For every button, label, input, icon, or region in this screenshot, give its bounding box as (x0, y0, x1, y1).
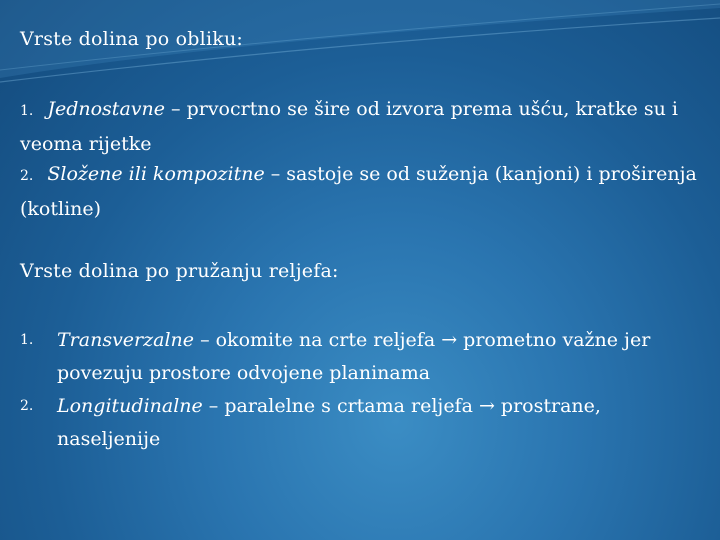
item-text-continued: prostrane, naseljenije (57, 395, 601, 450)
item-number: 1. (20, 332, 34, 348)
list-item-transversal (20, 324, 700, 390)
list-item-longitudinal (20, 390, 700, 456)
item-term: Transverzalne (57, 329, 195, 351)
item-term: Složene ili kompozitne (47, 163, 265, 185)
item-term: Longitudinalne (57, 395, 203, 417)
item-number: 2. (20, 168, 34, 184)
arrow-right-icon: → (441, 329, 458, 351)
heading-by-relief: Vrste dolina po pružanju reljefa: (20, 260, 339, 282)
item-text: – prvocrtno se šire od izvora prema ušću, kratke su i veoma rijetke (20, 98, 678, 155)
heading-by-shape: Vrste dolina po obliku: (20, 28, 243, 50)
item-text: – paralelne s crtama reljefa (202, 395, 479, 417)
arrow-right-icon: → (478, 395, 495, 417)
item-term: Jednostavne (47, 98, 165, 120)
item-text-continued: prometno važne jer povezuju prostore odvojene planinama (57, 329, 651, 384)
item-number: 1. (20, 103, 34, 119)
item-text: – sastoje se od suženja (kanjoni) i proširenja (kotline) (20, 163, 697, 220)
list-item-composite (20, 158, 700, 226)
list-item-simple (20, 93, 700, 161)
item-number: 2. (20, 398, 34, 414)
item-text: – okomite na crte reljefa (194, 329, 442, 351)
